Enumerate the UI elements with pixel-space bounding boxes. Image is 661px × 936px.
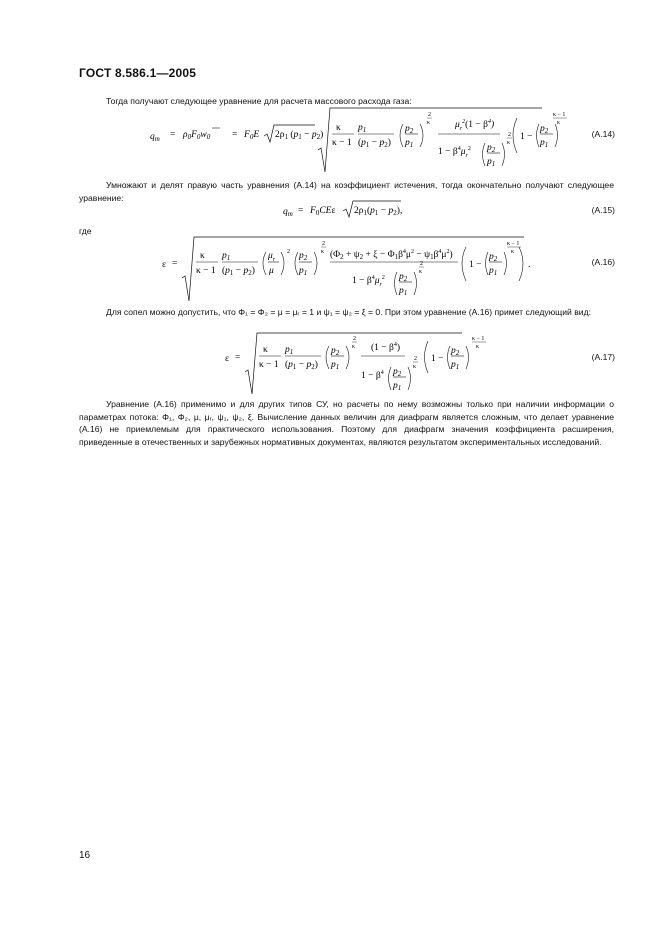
- svg-text:p2: $p_2$: [331, 346, 340, 357]
- svg-text:κ: κ: [352, 344, 356, 350]
- svg-text:κ: κ: [413, 364, 417, 370]
- svg-text:κ − 1: κ − 1: [259, 360, 279, 370]
- svg-text:=: =: [170, 130, 176, 140]
- svg-text:qm: $q_m$: [283, 207, 293, 218]
- svg-text:(1 − β4): $(1 - \beta^4)$: [371, 342, 401, 353]
- formula-a17-exponent: [472, 330, 494, 399]
- where-label: где: [79, 226, 92, 236]
- svg-text:p1: $p_1$: [358, 123, 367, 134]
- page-number: 16: [79, 850, 91, 861]
- svg-text:p1: $p_1$: [540, 138, 549, 149]
- svg-text:1 − β4μr2: $1 - \beta^4\mu_r^2$: [352, 275, 385, 288]
- svg-text:p2: $p_2$: [451, 346, 460, 357]
- svg-text:p2: $p_2$: [393, 367, 402, 378]
- svg-text:ρ0F0w0: $\rho_0F_0w_0$: [183, 130, 211, 141]
- svg-text:p2: $p_2$: [405, 124, 414, 135]
- svg-text:(p1 − p2): $(p_1 - p_2)$: [222, 266, 255, 277]
- svg-text:p1: $p_1$: [285, 345, 294, 356]
- svg-text:κ: κ: [200, 251, 205, 261]
- svg-text:2: 2: [414, 356, 417, 362]
- svg-text:2: 2: [420, 261, 423, 267]
- svg-text:F0CEε: $F_0CE\varepsilon$: [310, 206, 336, 217]
- svg-text:κ − 1: κ − 1: [472, 336, 485, 342]
- svg-text:p1: $p_1$: [399, 286, 408, 297]
- svg-text:2: 2: [322, 241, 325, 247]
- svg-text:p2: $p_2$: [489, 252, 498, 263]
- svg-text:κ − 1: κ − 1: [507, 241, 520, 247]
- svg-text:κ: κ: [507, 140, 511, 146]
- svg-text:.: .: [528, 260, 531, 270]
- svg-text:(p1 − p2): $(p_1 - p_2)$: [285, 360, 318, 371]
- svg-text:2: 2: [287, 249, 290, 255]
- formula-a14-exponent: [553, 106, 583, 177]
- svg-text:κ: κ: [336, 123, 341, 133]
- formula-a15: [283, 199, 413, 224]
- svg-text:κ: κ: [321, 249, 325, 255]
- formula-a16: [162, 233, 542, 306]
- svg-text:p2: $p_2$: [299, 251, 308, 262]
- svg-text:p1: $p_1$: [299, 266, 308, 277]
- svg-text:κ: κ: [427, 120, 431, 126]
- svg-text:2ρ1(p1 − p2),: $2\rho_1(p_1 - p_2)$,: [354, 206, 403, 217]
- equation-number-a16: (А.16): [591, 257, 615, 267]
- svg-text:κ: κ: [511, 249, 515, 255]
- svg-text:2: 2: [428, 112, 431, 118]
- svg-text:ε: ε: [162, 260, 166, 270]
- svg-text:=: =: [172, 259, 178, 269]
- multiply-paragraph: Умножают и делят правую часть уравнения (А.14) на коэффициент истечения, тогда окончательно получают следующее уравнение:: [79, 180, 614, 203]
- svg-text:2: 2: [508, 132, 511, 138]
- svg-text:1 − β4μr2: $1 - \beta^4\mu_r^2$: [438, 146, 471, 159]
- svg-text:2ρ1 (p1 − p2): $2\rho_1$ $(p_1 - p_2)$: [275, 130, 324, 141]
- svg-text:p2: $p_2$: [540, 124, 549, 135]
- equation-number-a14: (А.14): [591, 129, 615, 139]
- conclusion-paragraph: Уравнение (А.16) применимо и для других типов СУ, но расчеты по нему возможны только при наличии информации о параметрах потока: Φ₁, Φ₂, μ, μᵣ, ψ₁, ψ₂, ξ. Вычисление данных величин для диафрагм является сложным, что делает уравнение (А.16) не приемлемым для практического использования. Поэтому для диафрагм значения коэффициента расширения, приведенные в отечественных и зарубежных нормативных документах, являются результатом экспериментальных исследований.: [79, 399, 614, 447]
- svg-text:p1: $p_1$: [405, 138, 414, 149]
- svg-text:(p1 − p2): $(p_1 - p_2)$: [358, 138, 391, 149]
- svg-text:=: =: [298, 206, 304, 216]
- svg-text:p2: $p_2$: [399, 272, 408, 283]
- svg-text:1 −: 1 −: [520, 132, 533, 142]
- formula-a17: [225, 330, 475, 399]
- svg-text:=: =: [235, 353, 241, 363]
- document-header: ГОСТ 8.586.1—2005: [79, 66, 197, 80]
- svg-text:p1: $p_1$: [451, 360, 460, 371]
- svg-text:p1: $p_1$: [222, 251, 231, 262]
- intro-paragraph: Тогда получают следующее уравнение для расчета массового расхода газа:: [106, 96, 412, 106]
- svg-text:p2: $p_2$: [487, 143, 496, 154]
- svg-text:κ: κ: [476, 344, 480, 350]
- svg-text:1 −: 1 −: [431, 354, 444, 364]
- svg-text:μr2(1 − β4): $\mu_r^2(1 - \beta^4)$: [455, 119, 495, 132]
- svg-text:p1: $p_1$: [331, 360, 340, 371]
- equation-number-a17: (А.17): [591, 352, 615, 362]
- svg-text:μr: $\mu_r$: [268, 251, 276, 263]
- svg-text:κ − 1: κ − 1: [553, 112, 566, 118]
- svg-text:p1: $p_1$: [487, 157, 496, 168]
- svg-text:1 −: 1 −: [469, 260, 482, 270]
- svg-text:2: 2: [353, 336, 356, 342]
- svg-text:κ: κ: [557, 120, 561, 126]
- nozzle-paragraph: Для сопел можно допустить, что Φ₁ = Φ₂ = μ = μᵣ = 1 и ψ₁ = ψ₂ = ξ = 0. При этом уравнение (А.16) примет следующий вид:: [106, 307, 591, 317]
- svg-text:1 − β4: $1 - \beta^4$: [361, 370, 384, 381]
- svg-text:κ − 1: κ − 1: [196, 266, 216, 276]
- equation-number-a15: (А.15): [591, 205, 615, 215]
- svg-text:F0E: $F_0E$: [244, 130, 260, 141]
- svg-text:(Φ2 + ψ2 + ξ − Φ1β4μ2 − ψ1β4μ2: $(\Phi_2 + \psi_2 + \xi - \Phi_1\beta^4\mu^2 - \psi_1\beta^4\mu^2)$: [330, 249, 453, 261]
- svg-text:κ: κ: [263, 345, 268, 355]
- formula-a14: [150, 106, 560, 177]
- svg-text:κ: κ: [419, 269, 423, 275]
- svg-text:p1: $p_1$: [393, 381, 402, 392]
- svg-text:qm: $q_m$: [150, 132, 160, 143]
- svg-text:=: =: [232, 130, 238, 140]
- svg-text:κ − 1: κ − 1: [332, 138, 352, 148]
- svg-text:p1: $p_1$: [489, 266, 498, 277]
- svg-text:ε: ε: [225, 354, 229, 364]
- svg-text:μ: μ: [269, 266, 274, 276]
